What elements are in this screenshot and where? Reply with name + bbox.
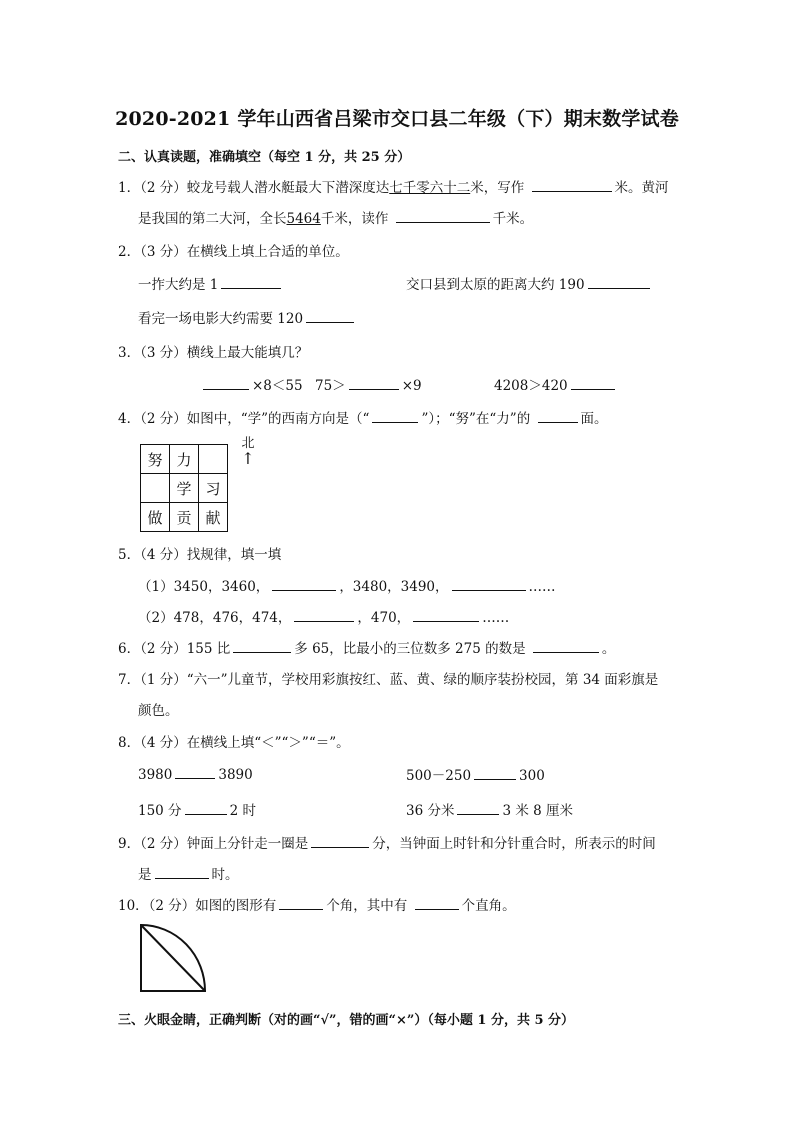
answer-blank[interactable] [415, 895, 459, 910]
question-9-line-2: 是 时。 [138, 863, 239, 883]
section-2-heading: 二、认真读题，准确填空（每空 1 分，共 25 分） [118, 150, 411, 165]
question-2-item-c: 看完一场电影大约需要 120 [138, 307, 357, 327]
question-5-row-1: （1）3450，3460， ，3480，3490， …… [138, 575, 556, 595]
answer-blank[interactable] [588, 274, 650, 289]
answer-blank[interactable] [185, 800, 227, 815]
question-2-item-b: 交口县到太原的距离大约 190 [406, 273, 653, 293]
grid-cell: 做 [141, 503, 170, 532]
question-5-row-2: （2）478，476，474， ，470， …… [138, 606, 509, 626]
question-6: 6．（2 分）155 比 多 65，比最小的三位数多 275 的数是 。 [118, 637, 615, 657]
page-title: 2020-2021 学年山西省吕梁市交口县二年级（下）期末数学试卷 [115, 108, 679, 130]
grid-cell: 学 [170, 474, 199, 503]
answer-blank[interactable] [279, 895, 323, 910]
answer-blank[interactable] [533, 638, 599, 653]
grid-cell: 贡 [170, 503, 199, 532]
answer-blank[interactable] [203, 375, 249, 390]
grid-cell [141, 474, 170, 503]
answer-blank[interactable] [294, 607, 354, 622]
question-7-line-2: 颜色。 [138, 703, 179, 719]
question-8-item-d: 36 分米 3 米 8 厘米 [406, 799, 573, 819]
answer-blank[interactable] [349, 375, 399, 390]
question-3-heading: 3．（3 分）横线上最大能填几？ [118, 345, 309, 361]
north-arrow-icon: ↑ [241, 449, 255, 468]
question-3-item-a: ×8＜55 [200, 374, 303, 394]
answer-blank[interactable] [272, 576, 336, 591]
question-7-line-1: 7．（1 分）“六一”儿童节，学校用彩旗按红、蓝、黄、绿的顺序装扮校园，第 34 面彩旗是 [118, 672, 659, 688]
question-9-line-1: 9．（2 分）钟面上分针走一圈是 分，当钟面上时针和分针重合时，所表示的时间 [118, 832, 656, 852]
question-3-item-c: 4208＞420 [494, 374, 618, 394]
question-8-heading: 8．（4 分）在横线上填“＜”“＞”“＝”。 [118, 735, 350, 751]
question-3-item-b: 75＞ ×9 [315, 374, 422, 394]
answer-blank[interactable] [306, 308, 354, 323]
answer-blank[interactable] [532, 177, 612, 192]
answer-blank[interactable] [474, 765, 516, 780]
answer-blank[interactable] [221, 274, 281, 289]
question-2-heading: 2．（3 分）在横线上填上合适的单位。 [118, 244, 349, 260]
answer-blank[interactable] [452, 576, 526, 591]
north-label: 北 [241, 436, 255, 451]
answer-blank[interactable] [233, 638, 291, 653]
answer-blank[interactable] [571, 375, 615, 390]
question-1-line-1: 1．（2 分）蛟龙号载人潜水艇最大下潜深度达七千零六十二米，写作 米。黄河 [118, 176, 669, 196]
answer-blank[interactable] [413, 607, 479, 622]
question-8-item-b: 500－250 300 [406, 764, 545, 784]
grid-cell [199, 445, 228, 474]
grid-cell: 力 [170, 445, 199, 474]
answer-blank[interactable] [372, 408, 418, 423]
grid-cell: 习 [199, 474, 228, 503]
question-10: 10．（2 分）如图的图形有 个角，其中有 个直角。 [118, 894, 516, 914]
question-8-item-c: 150 分 2 时 [138, 799, 256, 819]
question-1-line-2: 是我国的第二大河，全长5464千米，读作 千米。 [138, 207, 533, 227]
grid-cell: 献 [199, 503, 228, 532]
answer-blank[interactable] [396, 208, 490, 223]
question-5-heading: 5．（4 分）找规律，填一填 [118, 547, 282, 563]
question-2-item-a: 一拃大约是 1 [138, 273, 284, 293]
direction-grid [140, 444, 228, 532]
answer-blank[interactable] [311, 833, 369, 848]
question-4-text: 4．（2 分）如图中，“学”的西南方向是（“ ”）；“努”在“力”的 面。 [118, 407, 608, 427]
section-3-heading: 三、火眼金睛，正确判断（对的画“√”，错的画“×”）（每小题 1 分，共 5 分） [118, 1013, 575, 1028]
answer-blank[interactable] [457, 800, 499, 815]
answer-blank[interactable] [538, 408, 578, 423]
question-8-item-a: 3980 3890 [138, 764, 253, 783]
answer-blank[interactable] [155, 864, 209, 879]
answer-blank[interactable] [175, 764, 215, 779]
grid-cell: 努 [141, 445, 170, 474]
quarter-circle-figure [138, 922, 208, 994]
north-indicator [240, 432, 256, 467]
